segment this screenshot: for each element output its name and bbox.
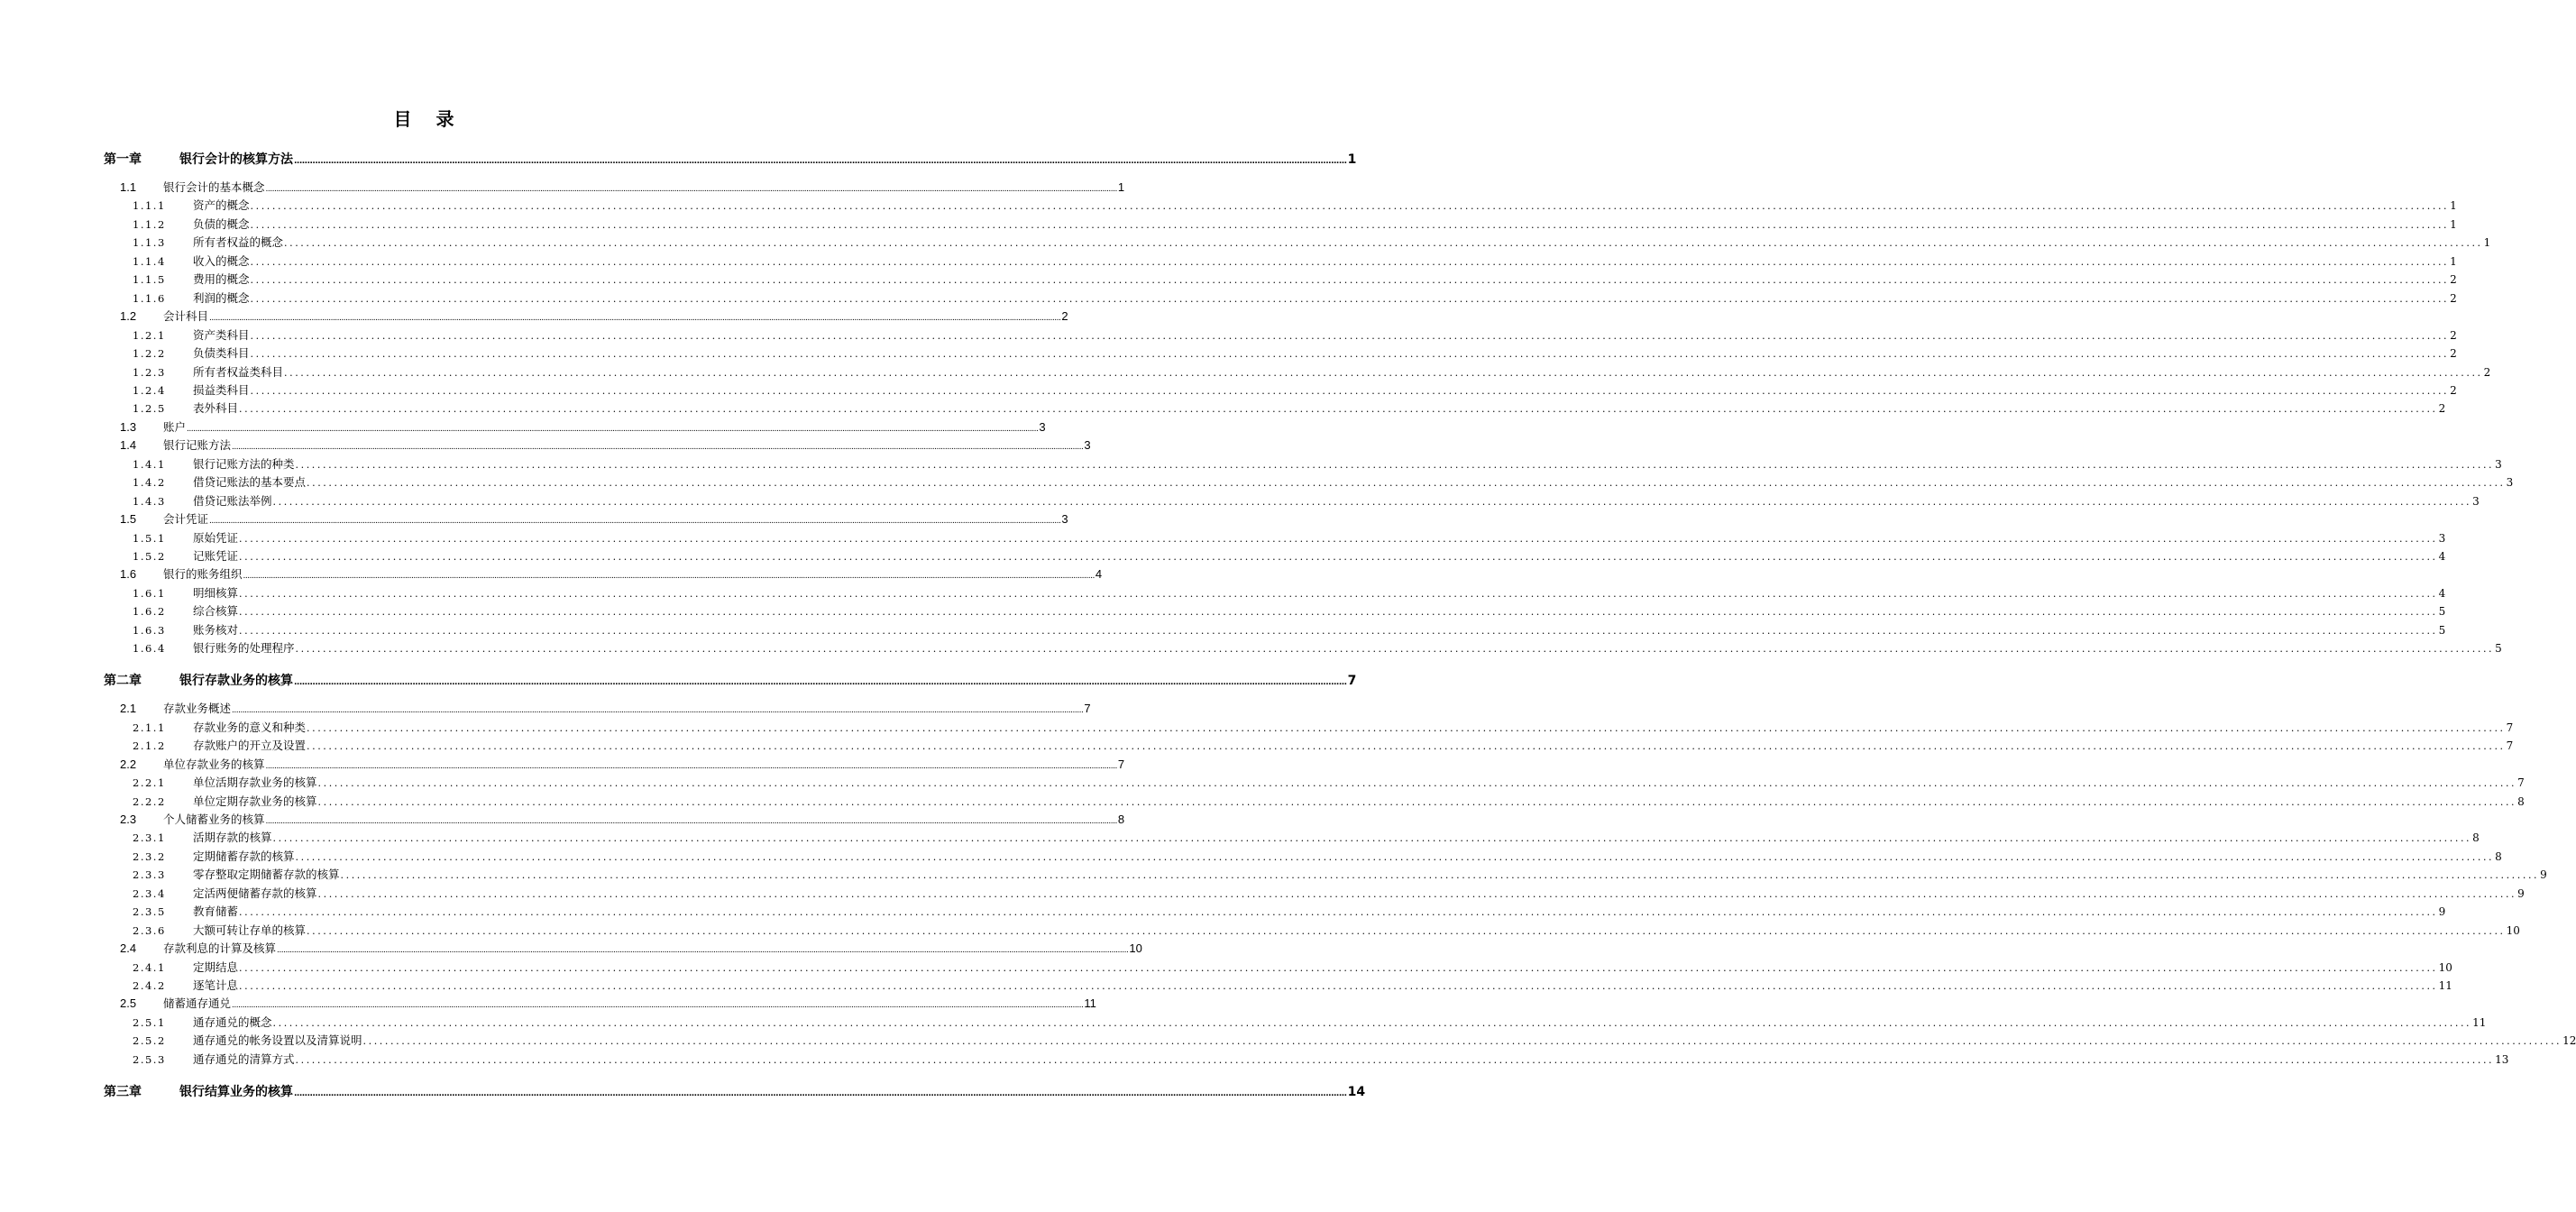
toc-entry-number: 1.2.2 [133,347,166,361]
toc-leader-dots: ................................................................................................................................................................................................................................................................................................................................................................................................................ [295,1053,2495,1066]
toc-entry[interactable] [133,1014,2487,1030]
toc-entry[interactable] [120,436,1091,453]
toc-leader-dots: ................................................................................................................................................................................................................................................................................................................................................................................................................ [284,366,2483,379]
toc-entry-title: 负债的概念 [193,216,250,231]
toc-entry-page: 1 [2483,236,2491,250]
toc-entry-number: 1.1.5 [133,273,166,287]
toc-entry-page: 11 [2472,1015,2487,1029]
toc-leader-dots: ................................................................................................................................................................................................................................................................................................................................................................................................................ [294,678,1347,688]
toc-entry-number: 1.1.3 [133,236,166,250]
toc-leader-dots: ................................................................................................................................................................................................................................................................................................................................................................................................................ [284,237,2483,250]
toc-entry-page: 8 [2495,849,2502,863]
toc-entry-title: 定期储蓄存款的核算 [193,849,295,863]
toc-leader-dots: ................................................................................................................................................................................................................................................................................................................................................................................................................ [239,980,2438,992]
toc-entry-page: 3 [1084,438,1091,453]
toc-entry-title: 通存通兑的帐务设置以及清算说明 [193,1033,362,1048]
toc-entry-number: 1.6.4 [133,642,166,656]
toc-entry[interactable] [120,811,1125,827]
toc-leader-dots: ................................................................................................................................................................................................................................................................................................................................................................................................................ [265,185,1117,194]
toc-entry[interactable] [133,399,2446,416]
toc-entry-number: 2.1.2 [133,739,166,753]
toc-entry-number: 2.1.1 [133,721,166,734]
toc-entry-page: 7 [2517,776,2525,790]
toc-leader-dots: ................................................................................................................................................................................................................................................................................................................................................................................................................ [307,924,2506,937]
toc-entry-title: 大额可转让存单的核算 [193,923,307,937]
toc-leader-dots: ................................................................................................................................................................................................................................................................................................................................................................................................................ [250,274,2450,287]
toc-leader-dots: ................................................................................................................................................................................................................................................................................................................................................................................................................ [209,517,1061,527]
toc-leader-dots: ................................................................................................................................................................................................................................................................................................................................................................................................................ [250,348,2450,361]
toc-entry-number: 1.4.2 [133,476,166,490]
toc-entry-number: 1.5.2 [133,550,166,563]
toc-leader-dots: ................................................................................................................................................................................................................................................................................................................................................................................................................ [362,1035,2562,1048]
toc-leader-dots: ................................................................................................................................................................................................................................................................................................................................................................................................................ [239,624,2438,637]
toc-leader-dots: ................................................................................................................................................................................................................................................................................................................................................................................................................ [265,761,1117,771]
toc-entry[interactable] [120,179,1125,195]
toc-entry[interactable] [133,547,2446,564]
toc-entry-number: 2.4.2 [133,979,166,992]
toc-entry-page: 11 [2438,979,2452,992]
toc-entry-page: 2 [2450,291,2457,305]
toc-entry-page: 4 [2438,586,2446,600]
toc-entry[interactable] [133,492,2480,509]
toc-entry[interactable] [133,216,2457,232]
toc-entry-page: 2 [2450,328,2457,342]
toc-entry[interactable] [133,793,2525,809]
toc-entry-page: 1 [1347,152,1357,167]
toc-entry-page: 3 [2472,494,2480,508]
toc-entry-page: 1 [1117,180,1125,194]
toc-entry[interactable] [120,308,1068,324]
toc-entry-page: 7 [2506,721,2514,734]
toc-entry-title: 利润的概念 [193,290,250,305]
toc-entry-number: 2.3 [120,812,137,826]
toc-leader-dots: ................................................................................................................................................................................................................................................................................................................................................................................................................ [277,946,1129,956]
toc-entry-page: 8 [2472,831,2480,845]
toc-entry[interactable] [133,473,2514,490]
toc-entry[interactable] [120,940,1142,956]
toc-entry-page: 3 [2506,476,2514,490]
page-title: 目 录 [393,108,463,130]
toc-entry[interactable] [133,326,2457,343]
toc-entry[interactable] [133,252,2457,269]
toc-entry-page: 9 [2540,868,2547,882]
toc-entry-number: 2.3.1 [133,831,166,845]
toc-entry-number: 2.4 [120,941,137,956]
toc-entry[interactable] [133,959,2452,975]
toc-entry-number: 2.3.4 [133,886,166,900]
toc-entry-number: 2.1 [120,702,137,716]
toc-entry-title: 表外科目 [193,401,239,416]
toc-entry-title: 资产的概念 [193,198,250,213]
toc-leader-dots: ................................................................................................................................................................................................................................................................................................................................................................................................................ [294,157,1347,166]
toc-entry-number: 2.5 [120,996,137,1011]
toc-entry-title: 银行会计的基本概念 [163,180,265,194]
toc-entry-page: 11 [1084,996,1096,1011]
toc-leader-dots: ................................................................................................................................................................................................................................................................................................................................................................................................................ [250,218,2450,231]
toc-leader-dots: ................................................................................................................................................................................................................................................................................................................................................................................................................ [239,403,2438,416]
toc-entry[interactable] [133,903,2446,919]
toc-entry-page: 2 [2450,273,2457,287]
toc-entry-title: 定期结息 [193,960,239,974]
toc-entry-number: 1.2.1 [133,328,166,342]
toc-entry-title: 个人储蓄业务的核算 [163,812,265,826]
toc-entry-title: 通存通兑的概念 [193,1015,272,1029]
toc-entry-page: 1 [2450,254,2457,268]
toc-leader-dots: ................................................................................................................................................................................................................................................................................................................................................................................................................ [209,314,1061,324]
toc-entry-title: 综合核算 [193,604,239,619]
toc-entry-title: 单位定期存款业务的核算 [193,794,317,808]
toc-entry-page: 7 [1347,674,1357,689]
toc-entry[interactable] [133,829,2480,845]
toc-entry[interactable] [104,150,1357,168]
toc-entry[interactable] [133,602,2446,619]
toc-entry-title: 逐笔计息 [193,978,239,992]
toc-entry-title: 借贷记账法的基本要点 [193,475,307,490]
toc-entry[interactable] [120,700,1091,716]
toc-entry-title: 存款利息的计算及核算 [163,941,277,956]
toc-entry[interactable] [133,529,2446,546]
toc-entry-page: 1 [2450,199,2457,213]
toc-entry-page: 1 [2450,217,2457,231]
toc-leader-dots: ................................................................................................................................................................................................................................................................................................................................................................................................................ [340,869,2540,882]
toc-leader-dots: ................................................................................................................................................................................................................................................................................................................................................................................................................ [232,1001,1084,1011]
toc-entry-page: 5 [2495,642,2502,656]
toc-entry-title: 银行的账务组织 [163,567,243,582]
toc-entry-title: 所有者权益的概念 [193,235,284,250]
toc-entry-page: 10 [2438,960,2452,974]
toc-entry[interactable] [133,922,2520,938]
toc-leader-dots: ................................................................................................................................................................................................................................................................................................................................................................................................................ [294,1088,1347,1098]
toc-entry-title: 定活两便储蓄存款的核算 [193,886,317,900]
toc-entry-number: 1.1.2 [133,217,166,231]
toc-leader-dots: ................................................................................................................................................................................................................................................................................................................................................................................................................ [239,961,2438,974]
toc-entry-page: 5 [2438,623,2446,637]
toc-entry-title: 损益类科目 [193,382,250,397]
toc-entry-page: 9 [2517,886,2525,900]
toc-leader-dots: ................................................................................................................................................................................................................................................................................................................................................................................................................ [317,887,2517,900]
toc-entry-title: 费用的概念 [193,272,250,287]
toc-leader-dots: ................................................................................................................................................................................................................................................................................................................................................................................................................ [239,532,2438,545]
toc-leader-dots: ................................................................................................................................................................................................................................................................................................................................................................................................................ [307,477,2506,490]
toc-leader-dots: ................................................................................................................................................................................................................................................................................................................................................................................................................ [307,721,2506,734]
toc-entry[interactable] [133,737,2514,753]
toc-entry-number: 1.1.1 [133,199,166,213]
toc-entry[interactable] [120,418,1046,435]
toc-entry-number: 1.3 [120,419,137,434]
toc-leader-dots: ................................................................................................................................................................................................................................................................................................................................................................................................................ [295,458,2495,471]
toc-leader-dots: ................................................................................................................................................................................................................................................................................................................................................................................................................ [317,795,2517,808]
toc-entry-title: 存款业务的意义和种类 [193,720,307,734]
toc-leader-dots: ................................................................................................................................................................................................................................................................................................................................................................................................................ [295,643,2495,656]
toc-leader-dots: ................................................................................................................................................................................................................................................................................................................................................................................................................ [239,606,2438,619]
toc-leader-dots: ................................................................................................................................................................................................................................................................................................................................................................................................................ [239,906,2438,919]
toc-leader-dots: ................................................................................................................................................................................................................................................................................................................................................................................................................ [243,572,1095,582]
toc-entry-page: 10 [1129,941,1142,956]
toc-entry[interactable] [133,1051,2509,1067]
toc-entry[interactable] [120,756,1125,772]
toc-leader-dots: ................................................................................................................................................................................................................................................................................................................................................................................................................ [232,443,1084,453]
toc-entry[interactable] [133,381,2457,398]
toc-entry-title: 收入的概念 [193,253,250,268]
toc-entry-number: 1.1.6 [133,291,166,305]
toc-entry-title: 账户 [163,419,187,434]
toc-entry-title: 明细核算 [193,585,239,600]
toc-entry-number: 2.4.1 [133,960,166,974]
toc-leader-dots: ................................................................................................................................................................................................................................................................................................................................................................................................................ [250,200,2450,213]
toc-entry-page: 7 [2506,739,2514,753]
toc-entry-title: 银行记账方法 [163,438,232,453]
toc-entry-number: 1.2.4 [133,383,166,397]
toc-leader-dots: ................................................................................................................................................................................................................................................................................................................................................................................................................ [250,329,2450,342]
toc-entry-number: 1.5.1 [133,531,166,545]
toc-entry-number: 1.4.1 [133,457,166,471]
toc-entry-title: 银行结算业务的核算 [179,1084,293,1099]
toc-entry-number: 1.5 [120,512,137,527]
toc-entry[interactable] [120,995,1096,1011]
toc-entry-page: 13 [2495,1052,2509,1066]
toc-entry-number: 1.1.4 [133,254,166,268]
toc-entry[interactable] [133,977,2452,993]
toc-entry-page: 2 [2450,347,2457,361]
toc-entry-title: 账务核对 [193,622,239,637]
toc-entry-page: 8 [2517,794,2525,808]
toc-entry[interactable] [120,510,1068,527]
toc-entry-number: 1.6.2 [133,605,166,619]
toc-entry[interactable] [133,885,2525,901]
toc-entry-number: 1.2 [120,309,137,324]
toc-entry[interactable] [133,621,2446,638]
toc-entry[interactable] [133,639,2502,656]
toc-entry-number: 2.5.1 [133,1015,166,1029]
toc-entry-number: 第三章 [104,1084,142,1099]
toc-entry-title: 单位活期存款业务的核算 [193,776,317,790]
toc-leader-dots: ................................................................................................................................................................................................................................................................................................................................................................................................................ [239,551,2438,563]
toc-entry-page: 7 [1084,702,1091,716]
toc-entry-title: 借贷记账法举例 [193,493,272,508]
toc-entry-title: 通存通兑的清算方式 [193,1051,295,1066]
toc-entry-number: 第一章 [104,152,142,167]
toc-entry-number: 2.3.6 [133,923,166,937]
toc-entry-number: 第二章 [104,674,142,689]
toc-entry-page: 4 [1095,567,1103,582]
toc-leader-dots: ................................................................................................................................................................................................................................................................................................................................................................................................................ [272,1016,2472,1029]
toc-entry-page: 14 [1347,1084,1366,1099]
toc-entry-title: 所有者权益类科目 [193,364,284,379]
toc-leader-dots: ................................................................................................................................................................................................................................................................................................................................................................................................................ [272,832,2472,845]
toc-entry-number: 2.5.3 [133,1052,166,1066]
toc-entry-title: 存款账户的开立及设置 [193,739,307,753]
toc-entry[interactable] [133,234,2491,250]
toc-entry-page: 5 [2438,605,2446,619]
toc-entry-page: 2 [2438,402,2446,416]
toc-leader-dots: ................................................................................................................................................................................................................................................................................................................................................................................................................ [317,777,2517,790]
toc-entry-title: 会计科目 [163,309,209,324]
toc-entry-title: 储蓄通存通兑 [163,996,232,1011]
toc-entry-number: 1.6.1 [133,586,166,600]
toc-entry[interactable] [133,719,2514,735]
toc-entry[interactable] [133,289,2457,306]
toc-entry[interactable] [133,774,2525,790]
toc-entry[interactable] [133,455,2502,472]
toc-leader-dots: ................................................................................................................................................................................................................................................................................................................................................................................................................ [250,384,2450,397]
toc-entry-page: 2 [2483,365,2491,379]
toc-entry-page: 3 [1061,512,1068,527]
toc-entry[interactable] [104,1082,1366,1100]
toc-entry-number: 1.4.3 [133,494,166,508]
toc-leader-dots: ................................................................................................................................................................................................................................................................................................................................................................................................................ [232,706,1084,716]
toc-leader-dots: ................................................................................................................................................................................................................................................................................................................................................................................................................ [239,587,2438,600]
toc-entry-number: 2.2.2 [133,794,166,808]
toc-entry-title: 原始凭证 [193,530,239,545]
toc-leader-dots: ................................................................................................................................................................................................................................................................................................................................................................................................................ [250,255,2450,268]
toc-entry-page: 2 [2450,383,2457,397]
toc-entry-title: 银行会计的核算方法 [179,152,293,167]
toc-entry-page: 12 [2562,1034,2576,1048]
toc-leader-dots: ................................................................................................................................................................................................................................................................................................................................................................................................................ [187,424,1039,434]
toc-entry-page: 2 [1061,309,1068,324]
toc-entry-number: 2.3.2 [133,849,166,863]
toc-entry-number: 1.6 [120,567,137,582]
toc-entry-title: 教育储蓄 [193,904,239,919]
toc-entry-page: 9 [2438,905,2446,919]
toc-leader-dots: ................................................................................................................................................................................................................................................................................................................................................................................................................ [295,850,2495,863]
toc-entry-number: 2.5.2 [133,1034,166,1048]
toc-entry[interactable] [133,363,2491,380]
toc-entry[interactable] [133,344,2457,361]
toc-entry[interactable] [133,271,2457,287]
toc-entry[interactable] [133,866,2547,882]
toc-entry-page: 3 [1039,419,1046,434]
toc-entry-page: 3 [2438,531,2446,545]
toc-entry-page: 8 [1117,812,1125,826]
toc-entry-title: 银行记账方法的种类 [193,456,295,471]
toc-entry-title: 单位存款业务的核算 [163,757,265,771]
toc-entry-number: 1.2.5 [133,402,166,416]
toc-entry-number: 2.2.1 [133,776,166,790]
toc-leader-dots: ................................................................................................................................................................................................................................................................................................................................................................................................................ [272,495,2472,508]
toc-entry-number: 2.2 [120,757,137,771]
toc-entry-page: 4 [2438,550,2446,563]
toc-entry[interactable] [133,197,2457,213]
toc-entry-page: 10 [2506,923,2520,937]
toc-entry-page: 7 [1117,757,1125,771]
toc-entry-number: 1.4 [120,438,137,453]
toc-entry-number: 1.6.3 [133,623,166,637]
toc-entry[interactable] [104,671,1357,689]
toc-entry[interactable] [133,1032,2576,1048]
toc-entry-title: 记账凭证 [193,549,239,563]
toc-entry-title: 负债类科目 [193,346,250,361]
toc-entry-number: 1.1 [120,180,137,194]
toc-leader-dots: ................................................................................................................................................................................................................................................................................................................................................................................................................ [250,292,2450,305]
toc-entry-title: 零存整取定期储蓄存款的核算 [193,868,340,882]
toc-entry[interactable] [133,584,2446,601]
toc-entry-title: 银行存款业务的核算 [179,674,293,689]
toc-entry-number: 2.3.5 [133,905,166,919]
toc-entry-title: 银行账务的处理程序 [193,641,295,656]
toc-entry-number: 2.3.3 [133,868,166,882]
toc-entry[interactable] [133,848,2502,864]
toc-leader-dots: ................................................................................................................................................................................................................................................................................................................................................................................................................ [265,816,1117,826]
toc-entry-title: 存款业务概述 [163,702,232,716]
toc-entry[interactable] [120,565,1103,582]
toc-entry-title: 资产类科目 [193,327,250,342]
toc-entry-title: 活期存款的核算 [193,831,272,845]
toc-entry-title: 会计凭证 [163,512,209,527]
toc-entry-number: 1.2.3 [133,365,166,379]
toc-leader-dots: ................................................................................................................................................................................................................................................................................................................................................................................................................ [307,740,2506,753]
toc-entry-page: 3 [2495,457,2502,471]
